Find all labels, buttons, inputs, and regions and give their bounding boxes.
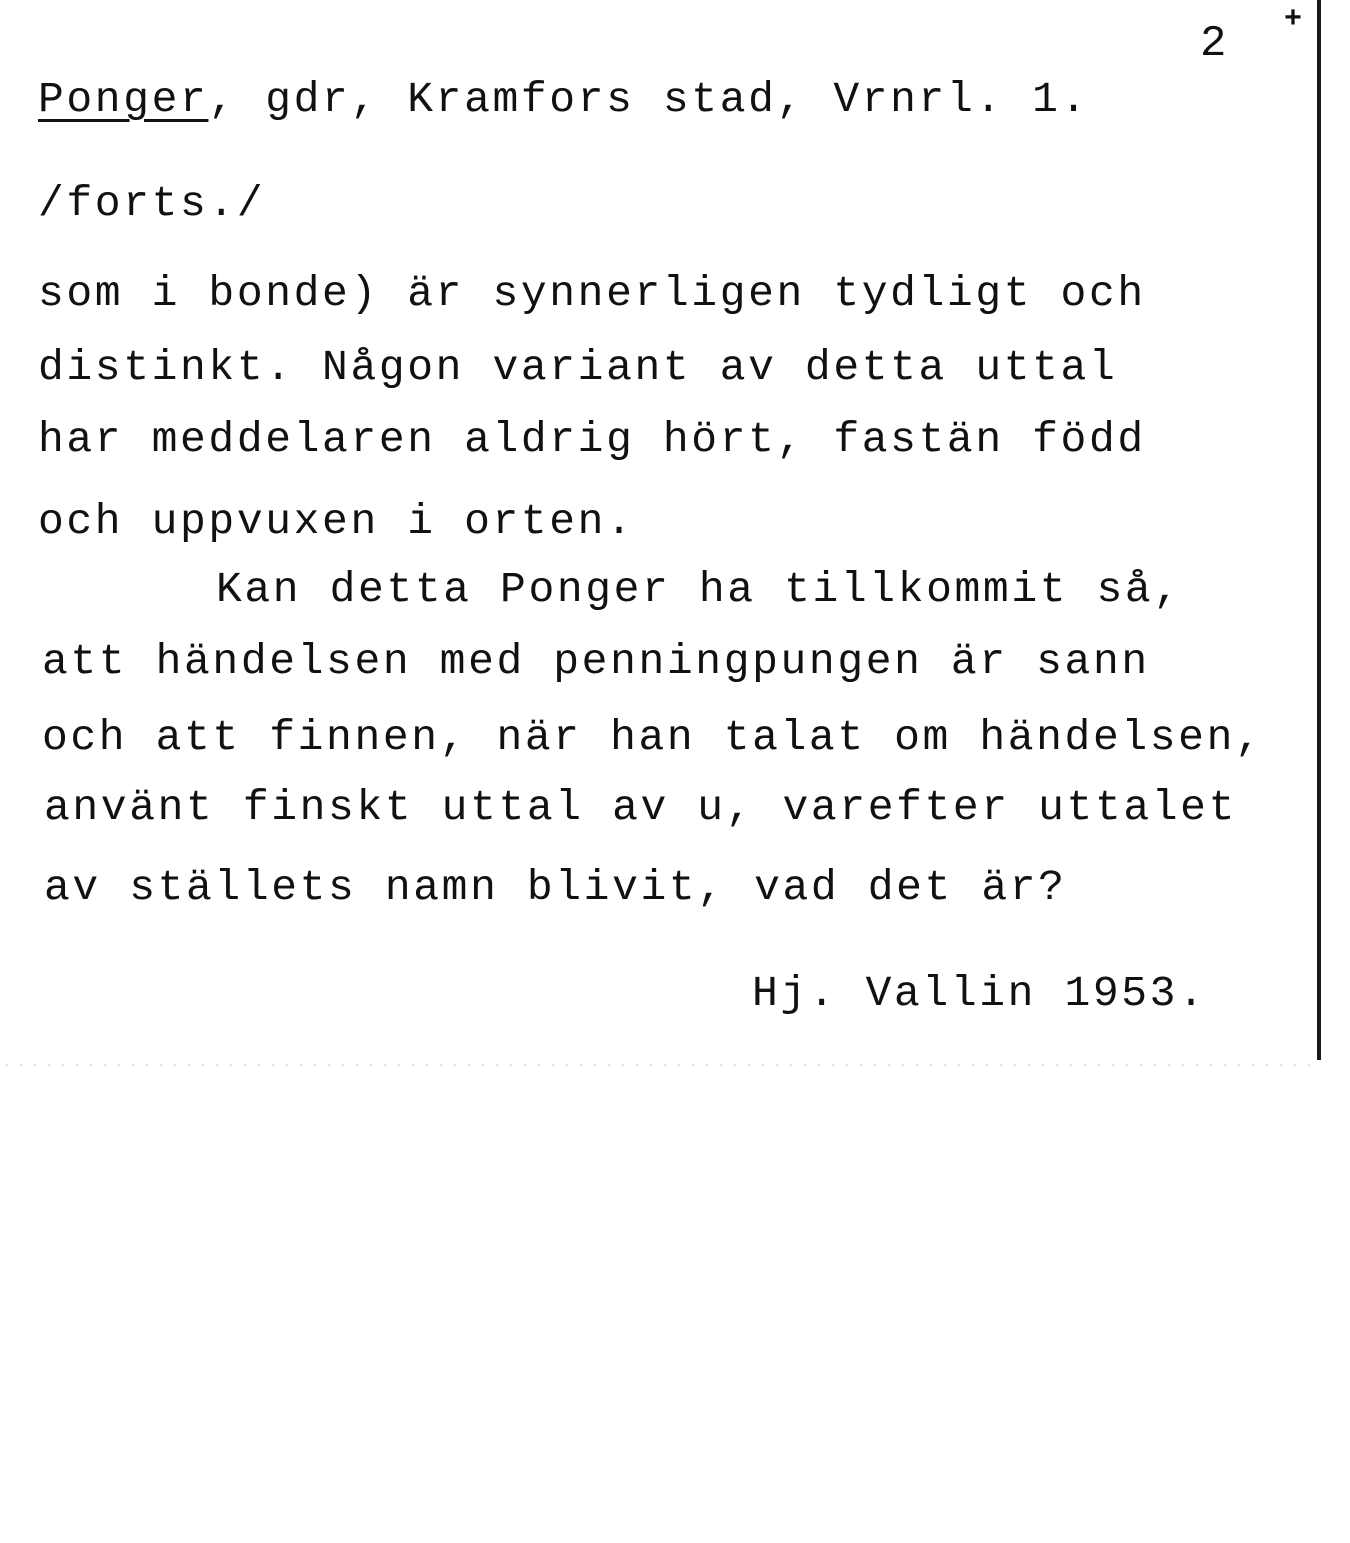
page-number: 2 <box>1200 19 1227 69</box>
body-line: har meddelaren aldrig hört, fastän född <box>38 415 1146 464</box>
body-line: distinkt. Någon variant av detta uttal <box>38 343 1118 392</box>
body-line: och uppvuxen i orten. <box>38 497 635 546</box>
body-line: och att finnen, när han talat om händelsen, <box>42 713 1264 762</box>
card-edge-rule <box>1317 0 1321 1060</box>
body-line: använt finskt uttal av u, varefter uttalet <box>44 783 1237 832</box>
scan-speckle <box>0 1062 1310 1068</box>
heading-place-name: Ponger <box>38 75 209 124</box>
card-heading <box>38 72 1089 128</box>
corner-plus-mark: + <box>1284 3 1303 37</box>
continued-marker: /forts./ <box>38 179 266 228</box>
signature: Hj. Vallin 1953. <box>752 969 1207 1018</box>
body-line-indented: Kan detta Ponger ha tillkommit så, <box>216 565 1182 614</box>
body-line: att händelsen med penningpungen är sann <box>42 637 1150 686</box>
body-line: som i bonde) är synnerligen tydligt och <box>38 269 1146 318</box>
heading-details: , gdr, Kramfors stad, Vrnrl. 1. <box>208 75 1089 124</box>
body-line: av ställets namn blivit, vad det är? <box>44 863 1067 912</box>
